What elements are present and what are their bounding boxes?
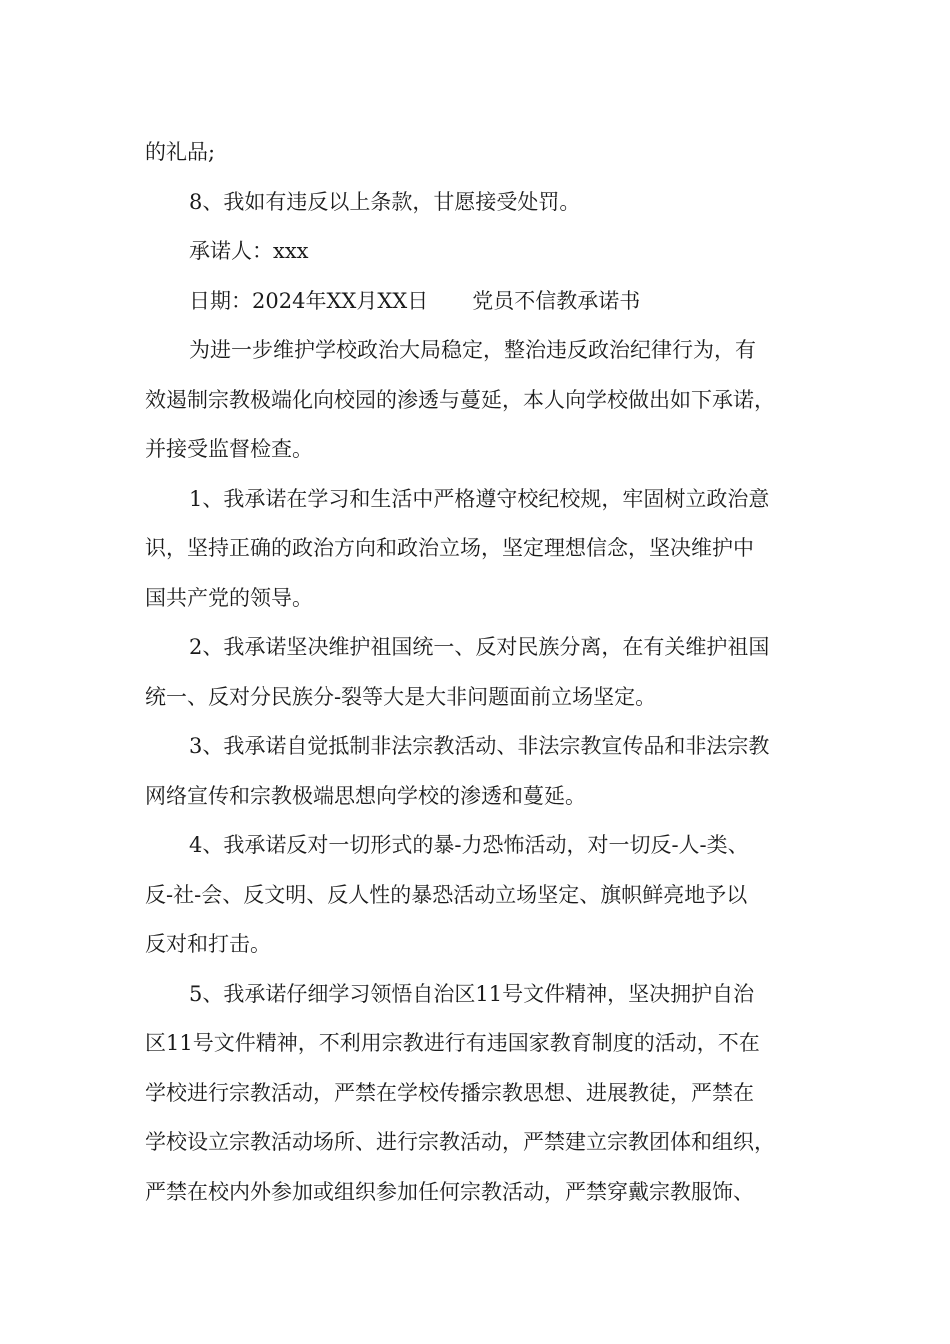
clause-5-line-1: 5、我承诺仔细学习领悟自治区11号文件精神，坚决拥护自治 (189, 981, 755, 1006)
document-body (145, 128, 810, 1217)
document-title: 党员不信教承诺书 (472, 288, 641, 313)
date-text: 日期：2024年XX月XX日 (189, 288, 429, 313)
clause-3-line-2: 网络宣传和宗教极端思想向学校的渗透和蔓延。 (145, 783, 586, 808)
clause-2-line-1: 2、我承诺坚决维护祖国统一、反对民族分离，在有关维护祖国 (189, 635, 770, 659)
clause-5-line-3: 学校进行宗教活动，严禁在学校传播宗教思想、进展教徒，严禁在 (145, 1080, 754, 1105)
clause-4-line-3: 反对和打击。 (145, 932, 271, 956)
clause-3-line-1: 3、我承诺自觉抵制非法宗教活动、非法宗教宣传品和非法宗教 (189, 734, 770, 758)
intro-line-1: 为进一步维护学校政治大局稳定，整治违反政治纪律行为，有 (189, 338, 756, 362)
clause-5-line-4: 学校设立宗教活动场所、进行宗教活动，严禁建立宗教团体和组织， (145, 1130, 775, 1154)
clause-1-line-3: 国共产党的领导。 (145, 585, 313, 610)
signatory-line: 承诺人：xxx (189, 239, 309, 263)
clause-8: 8、我如有违反以上条款，甘愿接受处罚。 (189, 189, 581, 214)
clause-5-line-5: 严禁在校内外参加或组织参加任何宗教活动，严禁穿戴宗教服饰、 (145, 1179, 754, 1204)
intro-line-2: 效遏制宗教极端化向校园的渗透与蔓延，本人向学校做出如下承诺， (145, 387, 775, 412)
clause-4-line-1: 4、我承诺反对一切形式的暴-力恐怖活动，对一切反-人-类、 (189, 833, 749, 857)
clause-1-line-2: 识，坚持正确的政治方向和政治立场，坚定理想信念，坚决维护中 (145, 536, 754, 560)
text-line-1: 的礼品; (145, 140, 216, 164)
clause-4-line-2: 反-社-会、反文明、反人性的暴恐活动立场坚定、旗帜鲜亮地予以 (145, 882, 748, 907)
clause-5-line-2: 区11号文件精神，不利用宗教进行有违国家教育制度的活动，不在 (145, 1031, 760, 1055)
clause-1-line-1: 1、我承诺在学习和生活中严格遵守校纪校规，牢固树立政治意 (189, 486, 770, 511)
intro-line-3: 并接受监督检查。 (145, 437, 313, 461)
clause-2-line-2: 统一、反对分民族分-裂等大是大非问题面前立场坚定。 (145, 684, 657, 709)
date-line (145, 277, 810, 327)
